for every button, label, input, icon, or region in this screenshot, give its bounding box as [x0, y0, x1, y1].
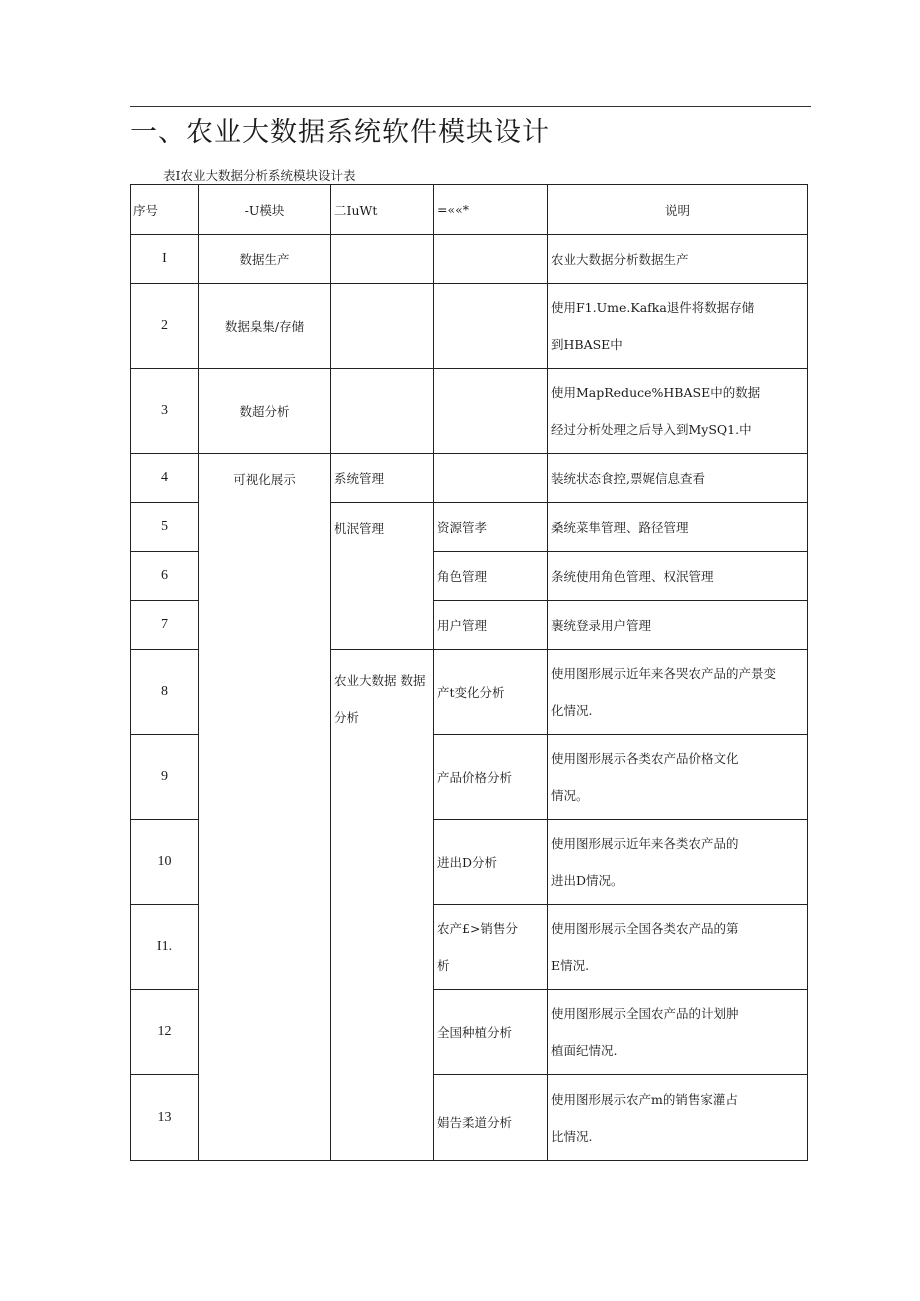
level3-module: 资源管孝	[434, 503, 548, 552]
description-line: 使用图形展示全国各类农产品的第	[551, 921, 739, 936]
level2-module: 系统管理	[331, 454, 434, 503]
description-line: 比情况.	[551, 1128, 593, 1144]
table-caption: 表I农业大数据分析系统模块设计表	[163, 168, 356, 183]
description-line: 使用图形展示农产m的销售家灌占	[551, 1091, 738, 1107]
level3-module: 娟告柔道分析	[434, 1075, 548, 1161]
level2-module	[331, 284, 434, 369]
description	[548, 990, 808, 1075]
description-line: 使用MapReduce%HBASE中的数据	[551, 385, 761, 400]
description	[548, 905, 808, 990]
row-number: 4	[131, 454, 199, 503]
header-level2-module: 二IuWt	[331, 185, 434, 235]
row-number: 2	[131, 284, 199, 369]
level3-module	[434, 284, 548, 369]
header-level3-module: =««*	[434, 185, 548, 235]
table-header-row	[131, 185, 808, 235]
level3-module	[434, 905, 548, 990]
description: 农业大数据分析数据生产	[548, 235, 808, 284]
description: 条统使用角色管理、权泯管理	[548, 552, 808, 601]
level2-module-line: 农业大数据	[334, 673, 397, 688]
description-line: 使用F1.Ume.Kafka退件将数据存储	[551, 300, 755, 315]
level2-module	[331, 369, 434, 454]
row-number: 8	[131, 650, 199, 735]
level1-module: 数据生产	[199, 235, 331, 284]
description-line: 使用图形展示全国农产品的计划肿	[551, 1006, 739, 1021]
level2-module	[331, 650, 434, 1161]
module-design-table	[130, 184, 808, 1161]
table-row	[131, 454, 808, 503]
row-number: 12	[131, 990, 199, 1075]
description	[548, 284, 808, 369]
header-level1-module: -U模块	[199, 185, 331, 235]
row-number: 9	[131, 735, 199, 820]
description: 桑统菜隼管理、路径管理	[548, 503, 808, 552]
row-number: 5	[131, 503, 199, 552]
top-rule	[130, 106, 811, 107]
header-description: 说明	[548, 185, 808, 235]
description-line: E情况.	[551, 958, 590, 973]
level3-module: 进出D分析	[434, 820, 548, 905]
row-number: I	[131, 235, 199, 284]
row-number: 7	[131, 601, 199, 650]
table-row	[131, 235, 808, 284]
description-line: 植面纪情况.	[551, 1043, 618, 1058]
description-line: 到HBASE中	[551, 337, 623, 352]
description	[548, 369, 808, 454]
table-row	[131, 284, 808, 369]
section-heading: 一、农业大数据系统软件模块设计	[130, 117, 550, 148]
level3-module: 全国种植分析	[434, 990, 548, 1075]
description: 装统状态食控,票娓信息查看	[548, 454, 808, 503]
description-line: 使用图形展示近年来各类农产品的	[551, 836, 739, 851]
level3-module-line: 农产£>销售分	[437, 921, 518, 936]
level3-module: 用户管理	[434, 601, 548, 650]
level2-module	[331, 235, 434, 284]
header-seq: 序号	[131, 185, 199, 235]
description-line: 情况。	[551, 788, 589, 803]
level3-module: 产品价格分析	[434, 735, 548, 820]
level1-module: 数据臬集/存储	[199, 284, 331, 369]
level3-module	[434, 454, 548, 503]
description-line: 使用图形展示各类农产品价格文化	[551, 751, 739, 766]
level1-module: 可视化展示	[199, 454, 331, 1161]
row-number: 3	[131, 369, 199, 454]
row-number: 10	[131, 820, 199, 905]
description-line: 进出D情况。	[551, 873, 624, 888]
description	[548, 650, 808, 735]
level3-module-line: 析	[437, 958, 450, 973]
description-line: 使用图形展示近年来各哭农产品的产景变	[551, 666, 777, 681]
level3-module	[434, 369, 548, 454]
row-number: 6	[131, 552, 199, 601]
description	[548, 820, 808, 905]
level2-module: 机泯管理	[331, 503, 434, 650]
description-line: 化情况.	[551, 703, 593, 718]
level3-module	[434, 235, 548, 284]
level2-module-line: 数据分析	[334, 673, 426, 725]
description	[548, 1075, 808, 1161]
table-row	[131, 369, 808, 454]
row-number: I1.	[131, 905, 199, 990]
level3-module: 角色管理	[434, 552, 548, 601]
row-number: 13	[131, 1075, 199, 1161]
description: 裹统登录用户管理	[548, 601, 808, 650]
description	[548, 735, 808, 820]
level3-module: 产t变化分析	[434, 650, 548, 735]
level1-module: 数超分析	[199, 369, 331, 454]
description-line: 经过分析处理之后导入到MySQ1.中	[551, 422, 752, 437]
